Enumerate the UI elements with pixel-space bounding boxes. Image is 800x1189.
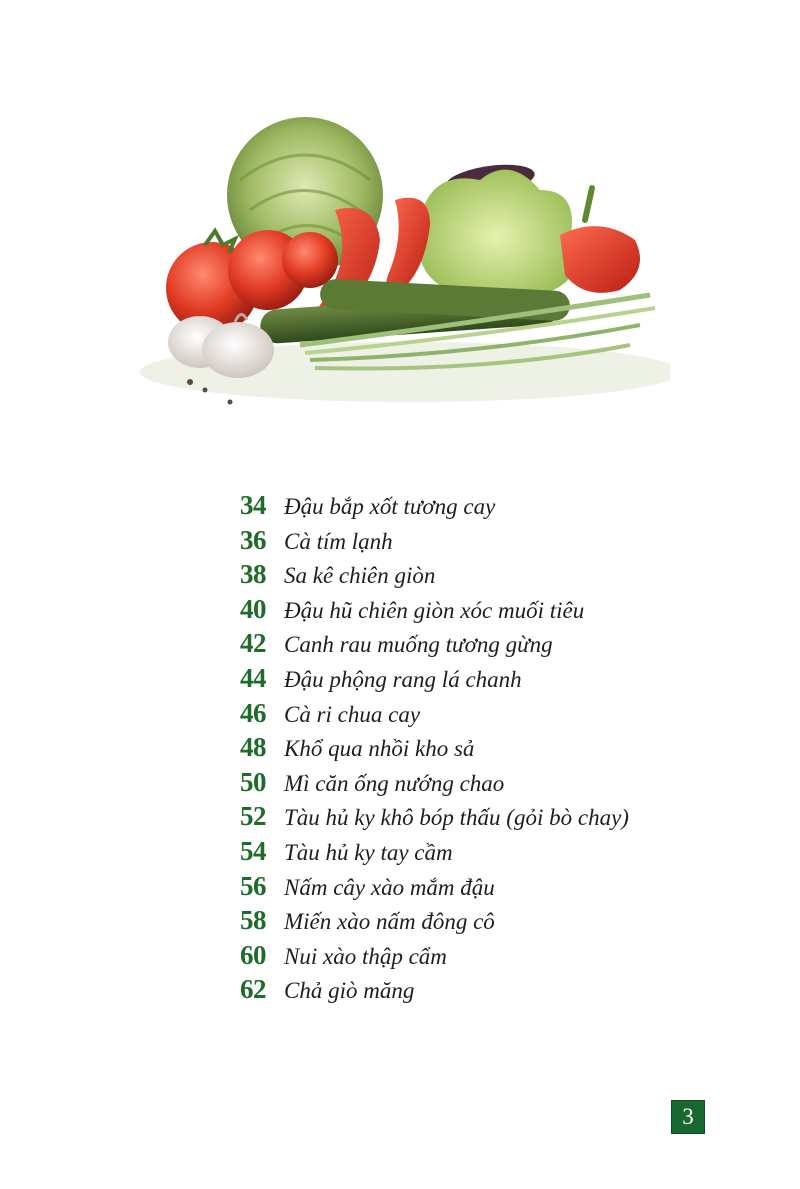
toc-item[interactable] [240, 767, 629, 802]
vegetables-illustration-icon [130, 110, 670, 420]
toc-item[interactable] [240, 698, 629, 733]
dish-title: Canh rau muống tương gừng [284, 632, 553, 658]
page-number: 58 [240, 905, 266, 936]
table-of-contents [240, 490, 629, 1009]
page-number: 60 [240, 939, 266, 970]
page-number: 34 [240, 490, 266, 520]
page-number: 40 [240, 593, 266, 624]
toc-item[interactable] [240, 594, 629, 629]
toc-item[interactable] [240, 905, 629, 940]
dish-title: Cà tím lạnh [284, 528, 393, 554]
toc-item[interactable] [240, 663, 629, 698]
dish-title: Nui xào thập cẩm [284, 943, 447, 969]
toc-item[interactable] [240, 940, 629, 975]
page-number: 38 [240, 559, 266, 590]
dish-title: Chả giò măng [284, 978, 415, 1004]
toc-item[interactable] [240, 525, 629, 560]
dish-title: Nấm cây xào mắm đậu [284, 874, 495, 900]
toc-item[interactable] [240, 836, 629, 871]
page-number: 36 [240, 524, 266, 555]
page-number: 48 [240, 732, 266, 763]
toc-item[interactable] [240, 974, 629, 1009]
toc-item[interactable] [240, 628, 629, 663]
page-number: 56 [240, 870, 266, 901]
page-number: 42 [240, 628, 266, 659]
page-number: 54 [240, 835, 266, 866]
toc-item[interactable] [240, 490, 629, 525]
dish-title: Tàu hủ ky tay cầm [284, 839, 453, 865]
toc-item[interactable] [240, 801, 629, 836]
dish-title: Đậu phộng rang lá chanh [284, 666, 522, 692]
page-number: 50 [240, 766, 266, 797]
dish-title: Miến xào nấm đông cô [284, 909, 495, 935]
dish-title: Sa kê chiên giòn [284, 563, 436, 589]
page-number-badge: 3 [672, 1101, 704, 1133]
dish-title: Cà ri chua cay [284, 701, 421, 727]
page-number: 52 [240, 801, 266, 832]
toc-item[interactable] [240, 871, 629, 906]
page-number: 62 [240, 974, 266, 1005]
dish-title: Đậu bắp xốt tương cay [284, 494, 496, 519]
dish-title: Khổ qua nhồi kho sả [284, 736, 475, 762]
dish-title: Mì căn ống nướng chao [284, 770, 505, 796]
dish-title: Đậu hũ chiên giòn xóc muối tiêu [284, 597, 585, 623]
toc-item[interactable] [240, 559, 629, 594]
page-number: 44 [240, 662, 266, 693]
dish-title: Tàu hủ ky khô bóp thấu (gỏi bò chay) [284, 805, 629, 831]
page-number: 46 [240, 697, 266, 728]
toc-item[interactable] [240, 732, 629, 767]
